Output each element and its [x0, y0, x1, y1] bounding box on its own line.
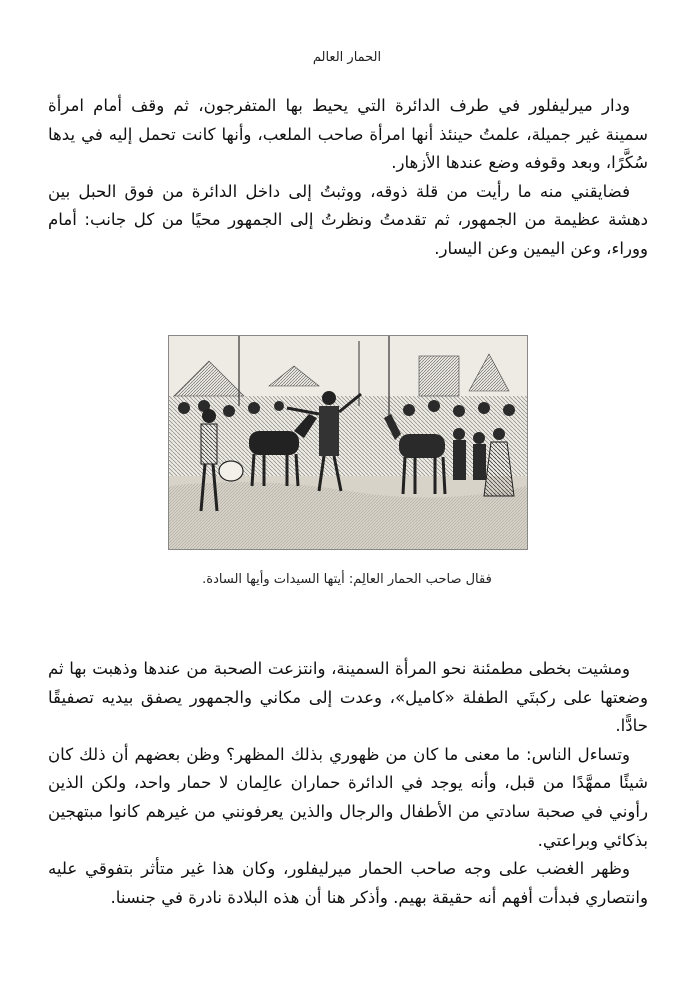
bottom-text-block — [48, 655, 648, 912]
engraving-scene — [169, 336, 527, 549]
paragraph: وظهر الغضب على وجه صاحب الحمار ميرليفلور، وكان هذا غير متأثر بتفوقي عليه وانتصاري فبدأت أفهم أنه حقيقة بهيم. وأذكر هنا أن هذه البلادة نادرة في جنسنا. — [48, 859, 648, 907]
top-text-block — [48, 92, 648, 264]
running-title: الحمار العالم — [312, 50, 382, 65]
paragraph: فضايقني منه ما رأيت من قلة ذوقه، ووثبتُ إلى داخل الدائرة من فوق الحبل بين دهشة عظيمة من الجمهور، ثم تقدمتُ ونظرتُ إلى الجمهور محيًا من كل جانب: أمام ووراء، وعن اليمين وعن اليسار. — [48, 181, 648, 258]
illustration — [168, 335, 528, 550]
paragraph: ودار ميرليفلور في طرف الدائرة التي يحيط بها المتفرجون، ثم وقف أمام امرأة سمينة غير جميلة، علمتُ حينئذ أنها امرأة صاحب الملعب، وأنها كانت تحمل إليه في يدها سُكَّرًا، وبعد وقوفه وضع عندها الأزهار. — [48, 96, 648, 173]
paragraph: وتساءل الناس: ما معنى ما كان من ظهوري بذلك المظهر؟ وظن بعضهم أن ذلك كان شيئًا ممهَّدًا من قبل، وأنه يوجد في الدائرة حماران عالِمان لا حمار واحد، ولكن الذين رأوني في صحبة سادتي من الأطفال والرجال والذين يعرفونني من غيرهم كانوا مبتهجين بذكائي وبراعتي. — [48, 744, 648, 850]
paragraph: ومشيت بخطى مطمئنة نحو المرأة السمينة، وانتزعت الصحبة من عندها وذهبت بها ثم وضعتها على ركبتَي الطفلة «كاميل»، وعدت إلى مكاني والجمهور يصفق بيديه تصفيقًا حادًّا. — [48, 659, 648, 736]
figure-caption: فقال صاحب الحمار العالِم: أيتها السيدات وأيها السادة. — [202, 572, 492, 587]
